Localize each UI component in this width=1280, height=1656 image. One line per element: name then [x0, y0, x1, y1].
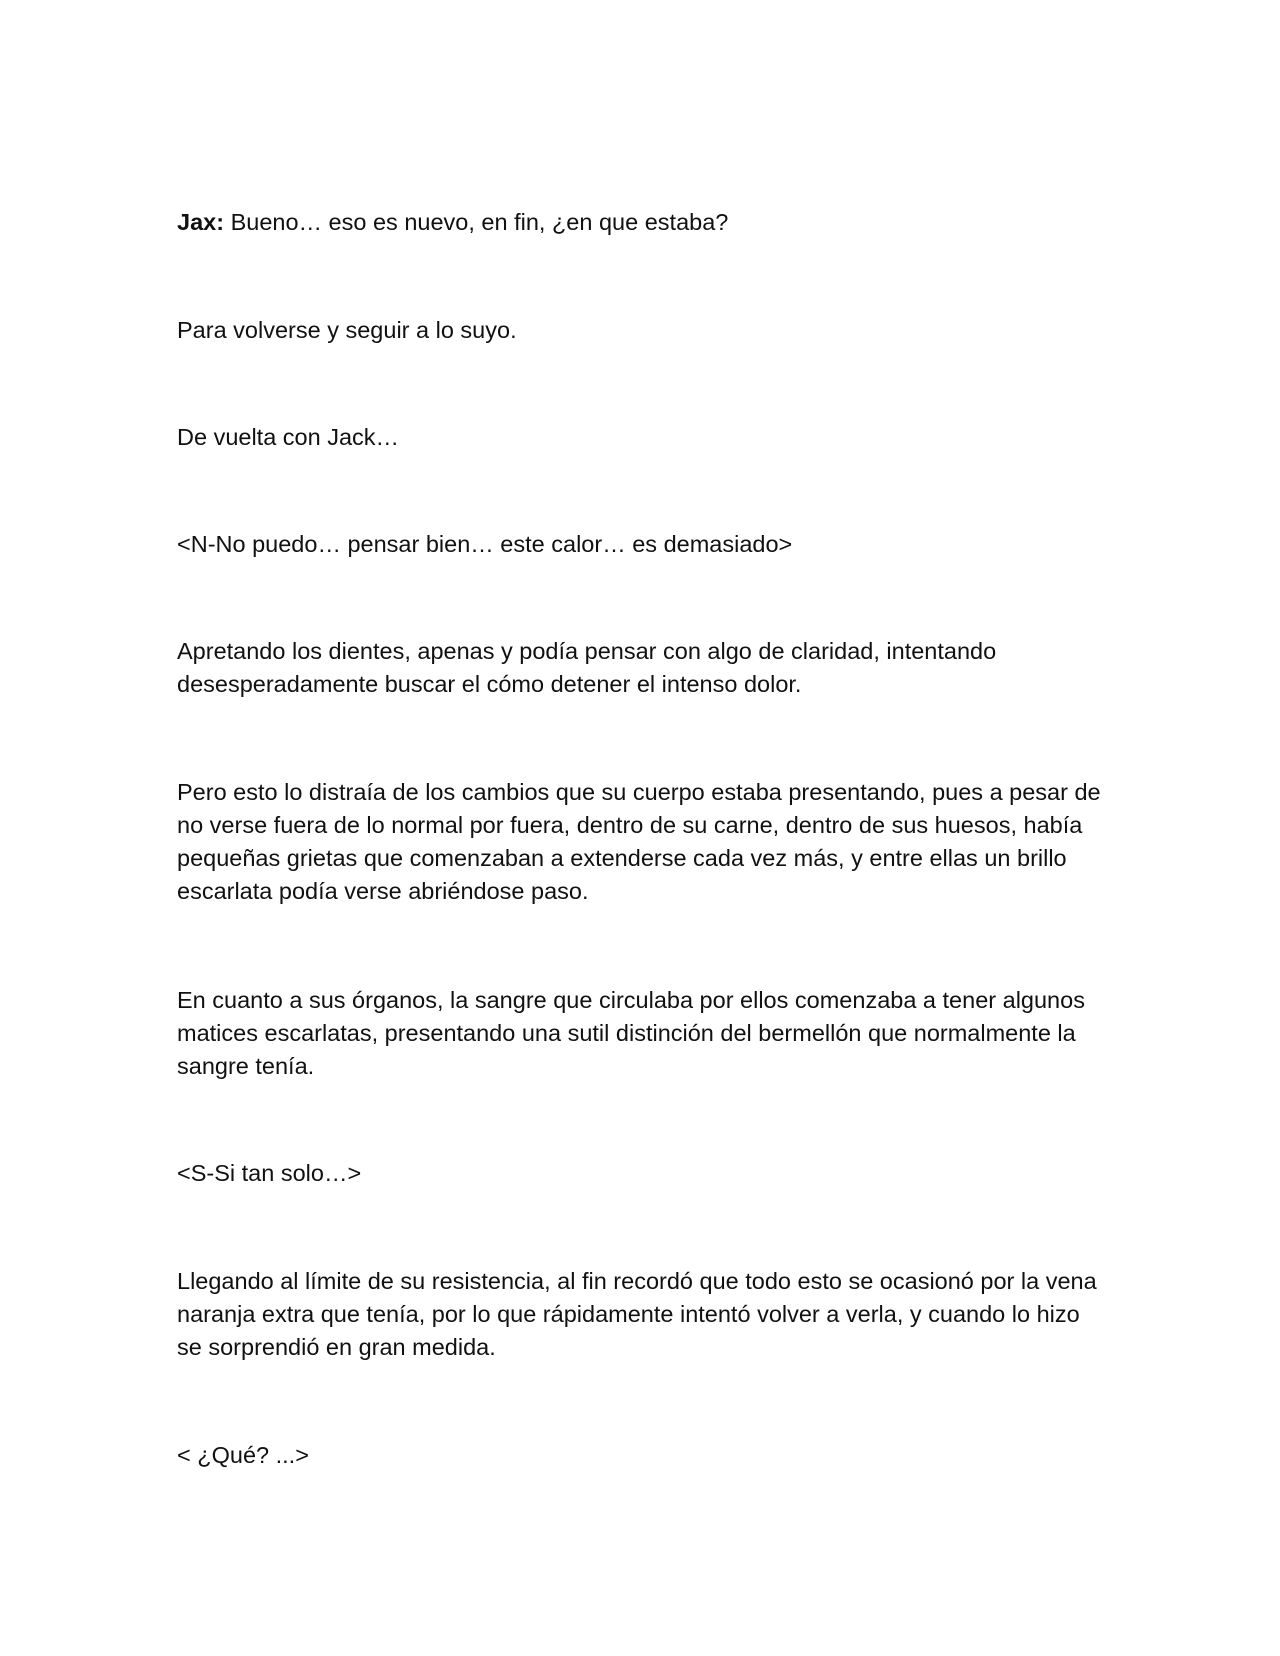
- dialogue-line-jax: [177, 206, 1107, 239]
- narration-paragraph: Apretando los dientes, apenas y podía pensar con algo de claridad, intentando desesperadamente buscar el cómo detener el intenso dolor.: [177, 638, 997, 697]
- narration-paragraph: Para volverse y seguir a lo suyo.: [177, 317, 517, 343]
- document-body: [177, 206, 1107, 1472]
- thought-line: <N-No puedo… pensar bien… este calor… es demasiado>: [177, 531, 793, 557]
- scene-transition: De vuelta con Jack…: [177, 424, 400, 450]
- narration-paragraph: Pero esto lo distraía de los cambios que su cuerpo estaba presentando, pues a pesar de no verse fuera de lo normal por fuera, dentro de su carne, dentro de sus huesos, había pequeñas grietas que comenzaban a extenderse cada vez más, y entre ellas un brillo escarlata podía verse abriéndose paso.: [177, 779, 1101, 904]
- dialogue-text: Bueno… eso es nuevo, en fin, ¿en que estaba?: [224, 209, 729, 235]
- narration-paragraph: En cuanto a sus órganos, la sangre que circulaba por ellos comenzaba a tener algunos matices escarlatas, presentando una sutil distinción del bermellón que normalmente la sangre tenía.: [177, 987, 1085, 1079]
- speaker-name: Jax:: [177, 209, 225, 235]
- thought-line: < ¿Qué? ...>: [177, 1442, 309, 1468]
- narration-paragraph: Llegando al límite de su resistencia, al fin recordó que todo esto se ocasionó por la vena naranja extra que tenía, por lo que rápidamente intentó volver a verla, y cuando lo hizo se sorprendió en gran medida.: [177, 1268, 1097, 1360]
- thought-line: <S-Si tan solo…>: [177, 1160, 362, 1186]
